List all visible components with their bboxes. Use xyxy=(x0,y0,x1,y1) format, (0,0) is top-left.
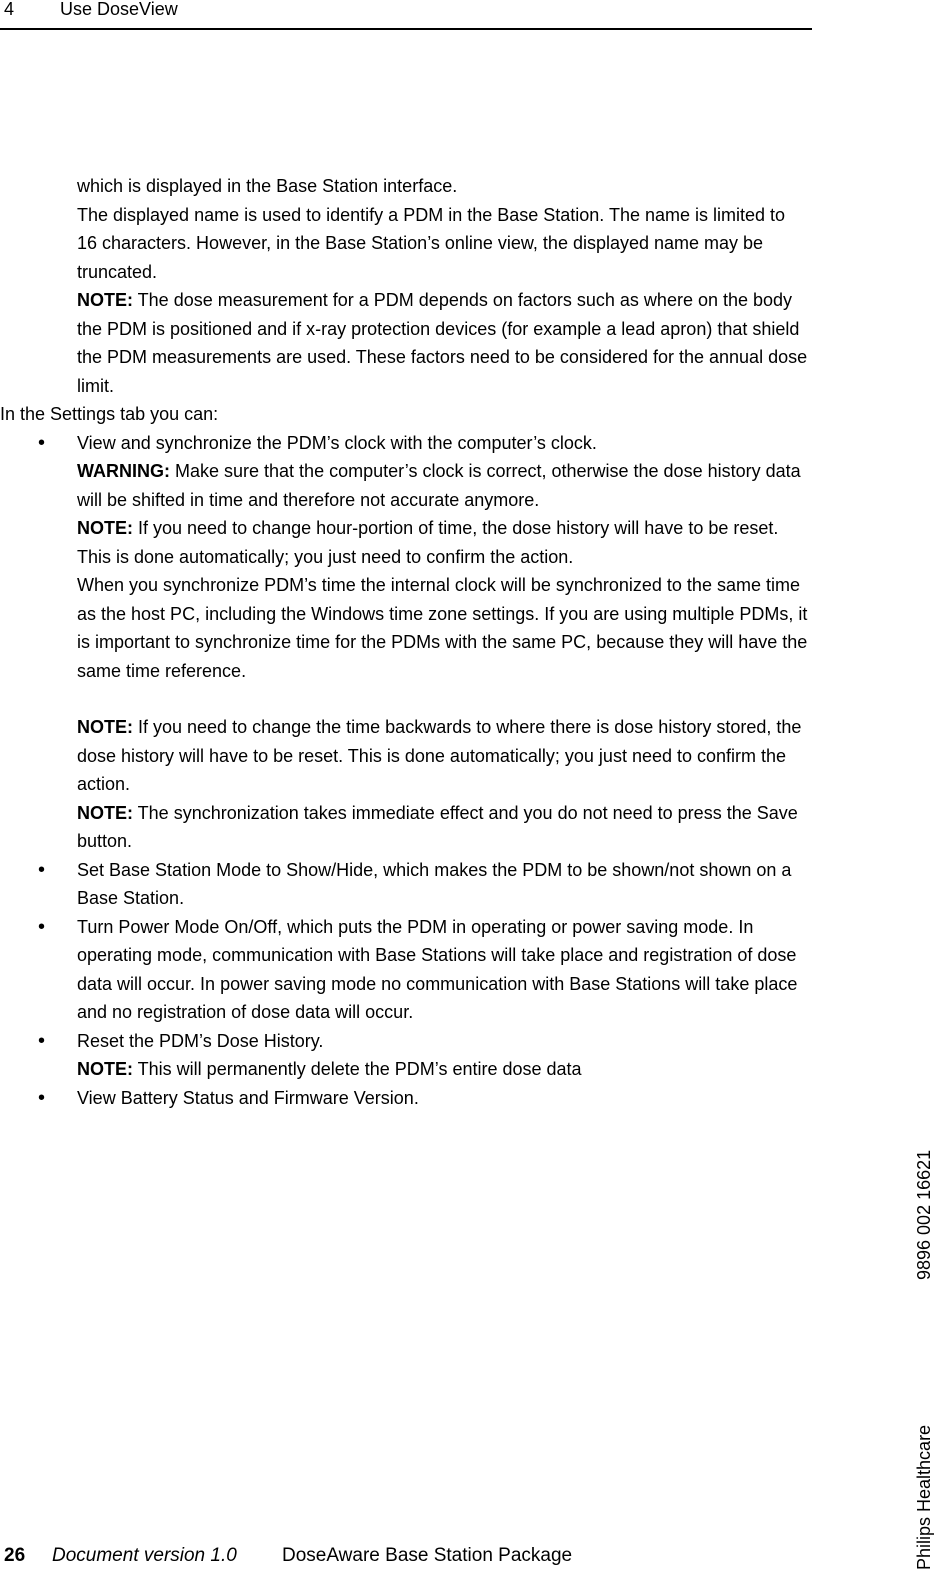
company-name: Philips Healthcare xyxy=(914,1424,934,1570)
page-footer xyxy=(0,1543,812,1571)
list-item-clock xyxy=(0,429,812,856)
bullet-icon: • xyxy=(38,1086,46,1109)
side-margin-text xyxy=(912,0,942,1572)
dose-measurement-note xyxy=(77,286,810,400)
chapter-title: Use DoseView xyxy=(60,0,178,19)
list-item-power-mode xyxy=(0,913,812,1027)
note-label: NOTE: xyxy=(77,802,133,823)
spacer xyxy=(77,685,810,713)
note-label: NOTE: xyxy=(77,290,133,310)
list-item-battery xyxy=(0,1084,812,1113)
intro-block xyxy=(0,172,812,400)
document-version: Document version 1.0 xyxy=(52,1545,237,1566)
list-item-base-station-mode xyxy=(0,856,812,913)
note-text: If you need to change hour-portion of time, the dose history will have to be reset. This is done automatically; you just need to confirm the action. xyxy=(77,518,779,567)
chapter-number: 4 xyxy=(4,0,15,19)
note-text: This will permanently delete the PDM’s entire dose data xyxy=(133,1059,582,1079)
bullet-icon: • xyxy=(38,1029,46,1052)
warning-text: Make sure that the computer’s clock is correct, otherwise the dose history data will be shifted in time and therefore not accurate anymore. xyxy=(77,461,801,510)
bullet-icon: • xyxy=(38,915,46,938)
note-label: NOTE: xyxy=(77,717,133,737)
power-mode-text: Turn Power Mode On/Off, which puts the PDM in operating or power saving mode. In operating mode, communication with Base Stations will take place and registration of dose data will occur. In power saving mode no communication with Base Stations will take place and no registration of dose data will occur. xyxy=(77,916,798,1022)
immediate-effect-note xyxy=(77,799,810,856)
note-text: The synchronization takes immediate effect and you do not need to press the Save button. xyxy=(77,802,798,851)
warning-label: WARNING: xyxy=(77,461,170,481)
intro-paragraph: which is displayed in the Base Station interface. xyxy=(77,176,458,196)
clock-item-text: View and synchronize the PDM’s clock with the computer’s clock. xyxy=(77,432,597,453)
dose-history-text: Reset the PDM’s Dose History. xyxy=(77,1030,324,1051)
settings-list xyxy=(0,429,812,1113)
base-station-mode-text: Set Base Station Mode to Show/Hide, which makes the PDM to be shown/not shown on a Base Station. xyxy=(77,859,792,908)
product-name: DoseAware Base Station Package xyxy=(282,1545,573,1566)
dose-history-note xyxy=(77,1055,810,1084)
sync-paragraph: When you synchronize PDM’s time the internal clock will be synchronized to the same time as the host PC, including the Windows time zone settings. If you are using multiple PDMs, it is important to synchronize time for the PDMs with the same PC, because they will have the same time reference. xyxy=(77,575,808,681)
display-name-paragraph: The displayed name is used to identify a PDM in the Base Station. The name is limited to 16 characters. However, in the Base Station’s online view, the displayed name may be truncated. xyxy=(77,204,786,282)
note-text: The dose measurement for a PDM depends on factors such as where on the body the PDM is positioned and if x-ray protection devices (for example a lead apron) that shield the PDM measurements are used. These factors need to be considered for the annual dose limit. xyxy=(77,290,808,396)
hour-reset-note xyxy=(77,514,810,571)
clock-warning xyxy=(77,457,810,514)
bullet-icon: • xyxy=(38,858,46,881)
note-label: NOTE: xyxy=(77,518,133,538)
bullet-icon: • xyxy=(38,431,46,454)
note-label: NOTE: xyxy=(77,1059,133,1079)
note-text: If you need to change the time backwards to where there is dose history stored, the dose history will have to be reset. This is done automatically; you just need to confirm the action. xyxy=(77,717,802,794)
page-header xyxy=(0,0,812,30)
list-item-dose-history xyxy=(0,1027,812,1084)
page-number: 26 xyxy=(4,1545,26,1566)
document-code: 9896 002 16621 xyxy=(914,1149,934,1280)
page-body xyxy=(0,172,812,1112)
backwards-time-note xyxy=(77,713,810,799)
battery-text: View Battery Status and Firmware Version. xyxy=(77,1087,419,1108)
settings-lead: In the Settings tab you can: xyxy=(0,404,219,424)
